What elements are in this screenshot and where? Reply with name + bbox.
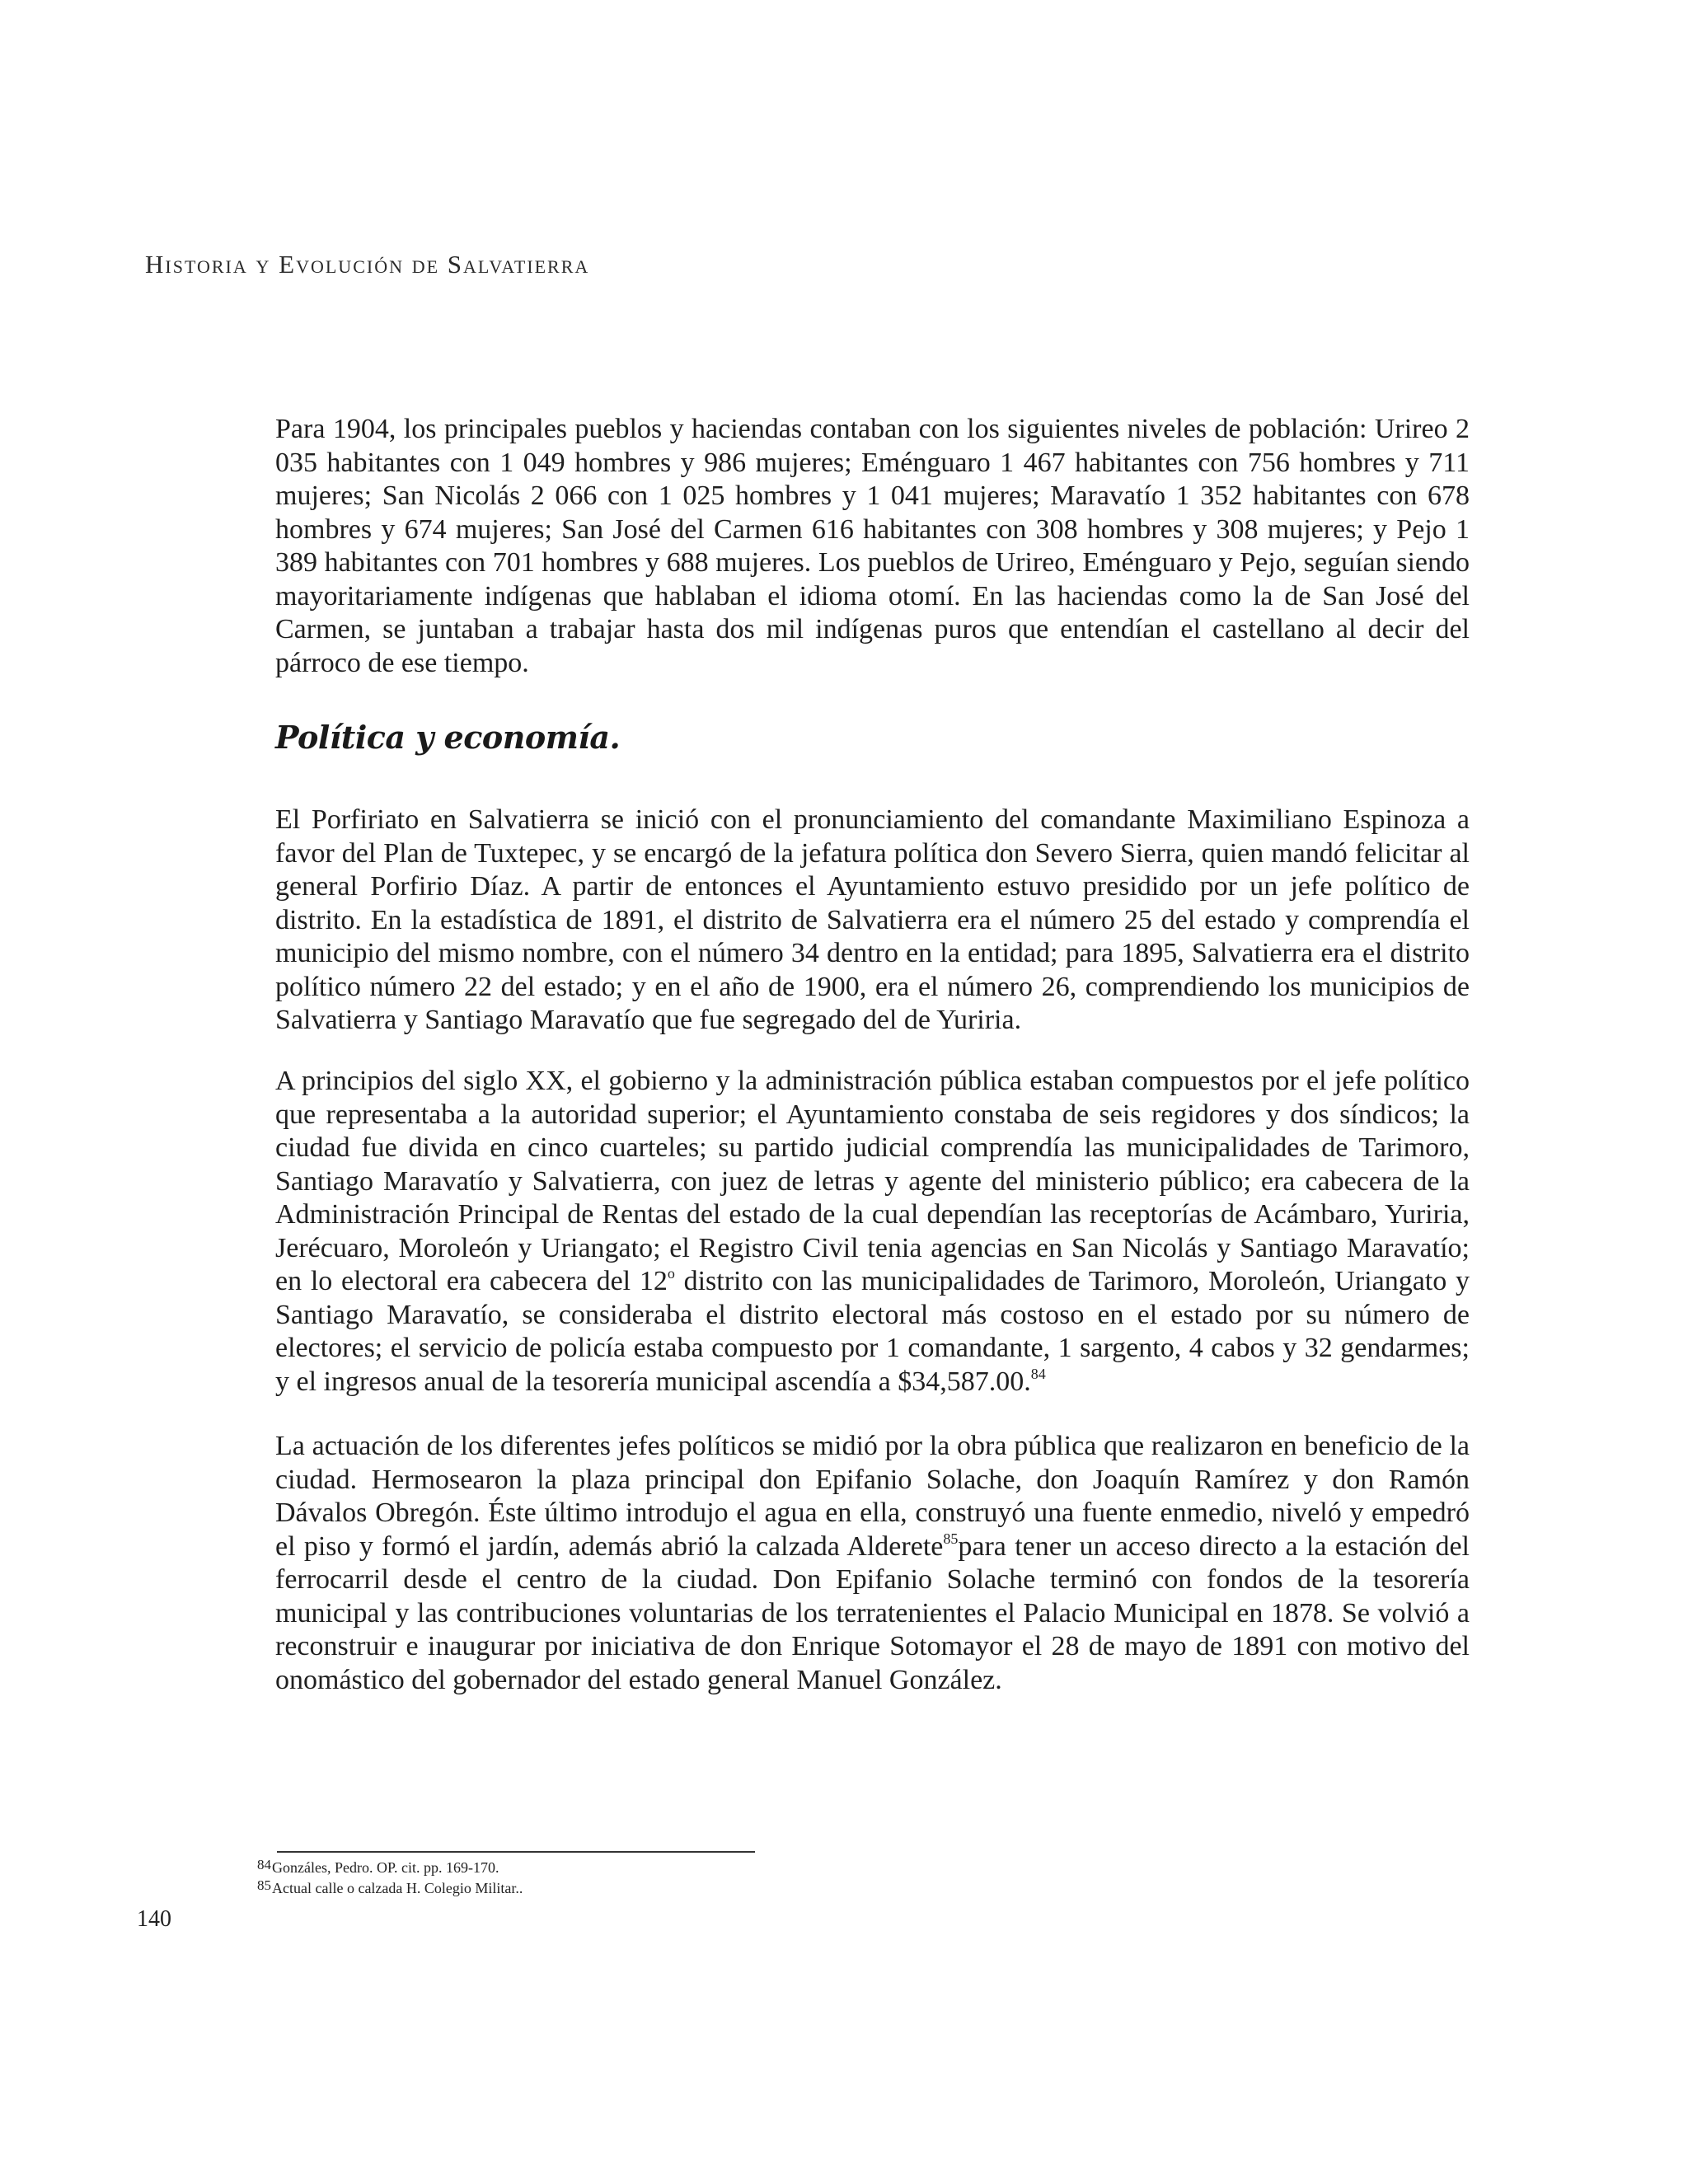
running-header: Historia y Evolución de Salvatierra xyxy=(145,250,590,279)
page-number: 140 xyxy=(137,1906,171,1932)
footnote-number: 84 xyxy=(257,1857,271,1872)
paragraph-text-part: La actuación de los diferentes jefes políticos se midió por la obra pública que realizaron en beneficio de la ciudad. Hermosearon la plaza principal don Epifanio Solache, don Joaquín Ramírez y don Ramón Dávalos Obregón. Éste último introdujo el agua en ella, construyó una fuente enmedio, niveló y empedró el piso y formó el jardín, además abrió la calzada Alderete xyxy=(275,1431,1470,1562)
paragraph-text-part: distrito con las municipalidades de Tarimoro, Moroleón, Uriangato y Santiago Maravatío, se consideraba el distrito electoral más costoso en el estado por su número de electores; el servicio de policía estaba compuesto por 1 comandante, 1 sargento, 4 cabos y 32 gendarmes; y el ingresos anual de la tesorería municipal ascendía a $34,587.00. xyxy=(275,1266,1470,1397)
footnote-divider xyxy=(277,1851,755,1853)
paragraph-text-part: para tener un acceso directo a la estación del ferrocarril desde el centro de la ciudad. Don Epifanio Solache terminó con fondos de la tesorería municipal y las contribuciones voluntarias de los terratenientes el Palacio Municipal en 1878. Se volvió a reconstruir e inaugurar por iniciativa de don Enrique Sotomayor el 28 de mayo de 1891 con motivo del onomástico del gobernador del estado general Manuel González. xyxy=(275,1530,1470,1695)
ordinal-superscript: o xyxy=(667,1265,675,1282)
footnote-number: 85 xyxy=(257,1877,271,1893)
footnote-85 xyxy=(257,1877,523,1897)
paragraph-porfiriato: El Porfiriato en Salvatierra se inició con el pronunciamiento del comandante Maximiliano Espinoza a favor del Plan de Tuxtepec, y se encargó de la jefatura política don Severo Sierra, quien mandó felicitar al general Porfirio Díaz. A partir de entonces el Ayuntamiento estuvo presidido por un jefe político de distrito. En la estadística de 1891, el distrito de Salvatierra era el número 25 del estado y comprendía el municipio del mismo nombre, con el número 34 dentro en la entidad; para 1895, Salvatierra era el distrito político número 22 del estado; y en el año de 1900, era el número 26, comprendiendo los municipios de Salvatierra y Santiago Maravatío que fue segregado del de Yuriria. xyxy=(275,804,1470,1035)
paragraph-text-part: A principios del siglo XX, el gobierno y la administración pública estaban compuestos por el jefe político que representaba a la autoridad superior; el Ayuntamiento constaba de seis regidores y dos síndicos; la ciudad fue divida en cinco cuarteles; su partido judicial comprendía las municipalidades de Tarimoro, Santiago Maravatío y Salvatierra, con juez de letras y agente del ministerio público; era cabecera de la Administración Principal de Rentas del estado de la cual dependían las receptorías de Acámbaro, Yuriria, Jerécuaro, Moroleón y Uriangato; el Registro Civil tenia agencias en San Nicolás y Santiago Maravatío; en lo electoral era cabecera del 12 xyxy=(275,1066,1470,1296)
paragraph-population-1904: Para 1904, los principales pueblos y haciendas contaban con los siguientes niveles de población: Urireo 2 035 habitantes con 1 049 hombres y 986 mujeres; Eménguaro 1 467 habitantes con 756 hombres y 711 mujeres; San Nicolás 2 066 con 1 025 hombres y 1 041 mujeres; Maravatío 1 352 habitantes con 678 hombres y 674 mujeres; San José del Carmen 616 habitantes con 308 hombres y 308 mujeres; y Pejo 1 389 habitantes con 701 hombres y 688 mujeres. Los pueblos de Urireo, Eménguaro y Pejo, seguían siendo mayoritariamente indígenas que hablaban el idioma otomí. En las haciendas como la de San José del Carmen, se juntaban a trabajar hasta dos mil indígenas puros que entendían el castellano al decir del párroco de ese tiempo. xyxy=(275,414,1470,678)
section-heading: Política y economía. xyxy=(275,719,621,756)
footnote-reference-84[interactable]: 84 xyxy=(1030,1365,1046,1382)
paragraph-political-chiefs xyxy=(275,1430,1470,1697)
footnote-84 xyxy=(257,1856,523,1877)
footnote-reference-85[interactable]: 85 xyxy=(943,1530,959,1547)
footnotes xyxy=(257,1856,523,1897)
footnote-text: Gonzáles, Pedro. OP. cit. pp. 169-170. xyxy=(272,1859,499,1876)
footnote-text: Actual calle o calzada H. Colegio Militar.. xyxy=(272,1880,523,1896)
paragraph-government-xx-century xyxy=(275,1065,1470,1399)
